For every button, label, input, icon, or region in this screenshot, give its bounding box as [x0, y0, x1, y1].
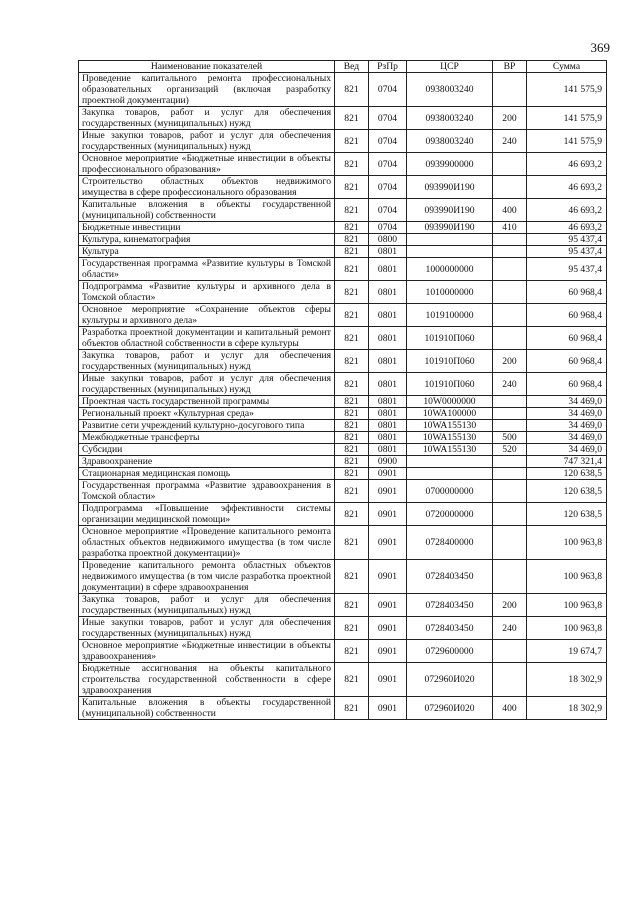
cell-name: Бюджетные ассигнования на объекты капитального строительства государственной собственности в сфере здравоохранения — [79, 663, 335, 697]
cell-sum: 95 437,4 — [527, 234, 607, 246]
cell-name: Основное мероприятие «Бюджетные инвестиции в объекты здравоохранения» — [79, 640, 335, 663]
cell-vr — [493, 503, 527, 526]
cell-csr: 1010000000 — [407, 281, 493, 304]
cell-ved: 821 — [335, 617, 369, 640]
cell-ved: 821 — [335, 503, 369, 526]
cell-rzpr: 0901 — [369, 526, 407, 560]
cell-sum: 120 638,5 — [527, 468, 607, 480]
cell-csr: 0728403450 — [407, 560, 493, 594]
table-row — [79, 640, 607, 663]
cell-vr — [493, 304, 527, 327]
cell-csr: 0728403450 — [407, 617, 493, 640]
cell-ved: 821 — [335, 130, 369, 153]
cell-ved: 821 — [335, 396, 369, 408]
cell-rzpr: 0704 — [369, 107, 407, 130]
cell-name: Проведение капитального ремонта профессиональных образовательных организаций (включая разработку проектной документации) — [79, 73, 335, 107]
header-csr: ЦСР — [407, 61, 493, 73]
table-row — [79, 456, 607, 468]
table-row — [79, 697, 607, 720]
cell-name: Подпрограмма «Развитие культуры и архивного дела в Томской области» — [79, 281, 335, 304]
cell-ved: 821 — [335, 350, 369, 373]
cell-vr — [493, 468, 527, 480]
cell-name: Государственная программа «Развитие здравоохранения в Томской области» — [79, 480, 335, 503]
cell-ved: 821 — [335, 107, 369, 130]
cell-name: Культура — [79, 246, 335, 258]
cell-vr: 240 — [493, 373, 527, 396]
cell-ved: 821 — [335, 444, 369, 456]
table-row — [79, 560, 607, 594]
cell-ved: 821 — [335, 222, 369, 234]
cell-ved: 821 — [335, 697, 369, 720]
cell-name: Стационарная медицинская помощь — [79, 468, 335, 480]
cell-vr: 400 — [493, 697, 527, 720]
cell-name: Субсидии — [79, 444, 335, 456]
cell-sum: 60 968,4 — [527, 327, 607, 350]
cell-rzpr: 0704 — [369, 199, 407, 222]
cell-rzpr: 0901 — [369, 503, 407, 526]
cell-sum: 141 575,9 — [527, 130, 607, 153]
cell-name: Основное мероприятие «Сохранение объектов сферы культуры и архивного дела» — [79, 304, 335, 327]
cell-csr — [407, 234, 493, 246]
table-row — [79, 526, 607, 560]
cell-ved: 821 — [335, 234, 369, 246]
cell-csr — [407, 468, 493, 480]
cell-ved: 821 — [335, 456, 369, 468]
cell-ved: 821 — [335, 199, 369, 222]
table-row — [79, 432, 607, 444]
cell-rzpr: 0801 — [369, 432, 407, 444]
cell-vr: 400 — [493, 199, 527, 222]
cell-sum: 747 321,4 — [527, 456, 607, 468]
cell-csr: 1000000000 — [407, 258, 493, 281]
cell-rzpr: 0901 — [369, 640, 407, 663]
cell-rzpr: 0901 — [369, 594, 407, 617]
cell-name: Культура, кинематография — [79, 234, 335, 246]
cell-sum: 120 638,5 — [527, 480, 607, 503]
table-row — [79, 73, 607, 107]
cell-csr: 072960И020 — [407, 697, 493, 720]
table-row — [79, 304, 607, 327]
cell-sum: 120 638,5 — [527, 503, 607, 526]
table-row — [79, 107, 607, 130]
table-header-row — [79, 61, 607, 73]
table-row — [79, 468, 607, 480]
cell-ved: 821 — [335, 258, 369, 281]
cell-name: Основное мероприятие «Проведение капитального ремонта областных объектов недвижимого имущества (в том числе разработка проектной документации)» — [79, 526, 335, 560]
cell-ved: 821 — [335, 432, 369, 444]
cell-name: Разработка проектной документации и капитальный ремонт объектов областной собственности в сфере культуры — [79, 327, 335, 350]
cell-sum: 100 963,8 — [527, 594, 607, 617]
cell-name: Региональный проект «Культурная среда» — [79, 408, 335, 420]
cell-rzpr: 0801 — [369, 350, 407, 373]
cell-csr: 10WA155130 — [407, 432, 493, 444]
cell-sum: 60 968,4 — [527, 373, 607, 396]
cell-sum: 34 469,0 — [527, 420, 607, 432]
cell-name: Иные закупки товаров, работ и услуг для обеспечения государственных (муниципальных) нужд — [79, 617, 335, 640]
cell-vr — [493, 480, 527, 503]
cell-vr: 500 — [493, 432, 527, 444]
cell-rzpr: 0801 — [369, 420, 407, 432]
cell-sum: 46 693,2 — [527, 176, 607, 199]
cell-rzpr: 0901 — [369, 560, 407, 594]
cell-csr: 0700000000 — [407, 480, 493, 503]
cell-name: Государственная программа «Развитие культуры в Томской области» — [79, 258, 335, 281]
cell-vr — [493, 153, 527, 176]
cell-rzpr: 0801 — [369, 327, 407, 350]
cell-name: Иные закупки товаров, работ и услуг для обеспечения государственных (муниципальных) нужд — [79, 373, 335, 396]
table-row — [79, 258, 607, 281]
cell-name: Закупка товаров, работ и услуг для обеспечения государственных (муниципальных) нужд — [79, 594, 335, 617]
table-row — [79, 246, 607, 258]
cell-sum: 60 968,4 — [527, 281, 607, 304]
cell-sum: 141 575,9 — [527, 73, 607, 107]
header-sum: Сумма — [527, 61, 607, 73]
table-row — [79, 350, 607, 373]
cell-vr: 520 — [493, 444, 527, 456]
cell-csr: 10WA155130 — [407, 420, 493, 432]
table-row — [79, 373, 607, 396]
table-row — [79, 234, 607, 246]
cell-vr — [493, 176, 527, 199]
cell-name: Закупка товаров, работ и услуг для обеспечения государственных (муниципальных) нужд — [79, 107, 335, 130]
cell-rzpr: 0801 — [369, 246, 407, 258]
cell-rzpr: 0901 — [369, 663, 407, 697]
cell-csr — [407, 246, 493, 258]
cell-sum: 100 963,8 — [527, 560, 607, 594]
table-row — [79, 594, 607, 617]
table-row — [79, 396, 607, 408]
table-row — [79, 281, 607, 304]
cell-sum: 19 674,7 — [527, 640, 607, 663]
cell-vr — [493, 258, 527, 281]
cell-csr: 101910П060 — [407, 327, 493, 350]
table-row — [79, 130, 607, 153]
cell-vr — [493, 396, 527, 408]
cell-rzpr: 0801 — [369, 304, 407, 327]
budget-table — [78, 60, 607, 720]
cell-rzpr: 0901 — [369, 468, 407, 480]
cell-rzpr: 0801 — [369, 258, 407, 281]
cell-vr — [493, 327, 527, 350]
header-vr: ВР — [493, 61, 527, 73]
cell-vr — [493, 640, 527, 663]
cell-ved: 821 — [335, 246, 369, 258]
cell-vr — [493, 456, 527, 468]
table-body — [79, 73, 607, 720]
cell-rzpr: 0800 — [369, 234, 407, 246]
cell-name: Подпрограмма «Повышение эффективности системы организации медицинской помощи» — [79, 503, 335, 526]
cell-csr: 0939900000 — [407, 153, 493, 176]
cell-name: Здравоохранение — [79, 456, 335, 468]
cell-ved: 821 — [335, 73, 369, 107]
cell-ved: 821 — [335, 373, 369, 396]
table-row — [79, 663, 607, 697]
cell-csr: 10W0000000 — [407, 396, 493, 408]
cell-csr: 093990И190 — [407, 222, 493, 234]
table-row — [79, 408, 607, 420]
cell-csr: 0938003240 — [407, 73, 493, 107]
cell-name: Строительство областных объектов недвижимого имущества в сфере профессионального образования — [79, 176, 335, 199]
cell-vr — [493, 560, 527, 594]
cell-rzpr: 0901 — [369, 617, 407, 640]
header-name: Наименование показателей — [79, 61, 335, 73]
cell-vr: 410 — [493, 222, 527, 234]
cell-csr: 0720000000 — [407, 503, 493, 526]
cell-rzpr: 0901 — [369, 480, 407, 503]
table-row — [79, 480, 607, 503]
cell-csr: 101910П060 — [407, 350, 493, 373]
cell-csr: 093990И190 — [407, 176, 493, 199]
cell-sum: 34 469,0 — [527, 396, 607, 408]
header-rzpr: РзПр — [369, 61, 407, 73]
table-row — [79, 153, 607, 176]
cell-ved: 821 — [335, 468, 369, 480]
table-row — [79, 420, 607, 432]
cell-vr: 200 — [493, 350, 527, 373]
cell-ved: 821 — [335, 526, 369, 560]
cell-name: Развитие сети учреждений культурно-досугового типа — [79, 420, 335, 432]
cell-rzpr: 0704 — [369, 176, 407, 199]
cell-vr — [493, 234, 527, 246]
cell-sum: 60 968,4 — [527, 350, 607, 373]
cell-rzpr: 0801 — [369, 281, 407, 304]
cell-vr — [493, 663, 527, 697]
cell-vr — [493, 408, 527, 420]
cell-csr — [407, 456, 493, 468]
cell-sum: 46 693,2 — [527, 153, 607, 176]
cell-name: Проектная часть государственной программы — [79, 396, 335, 408]
cell-name: Капитальные вложения в объекты государственной (муниципальной) собственности — [79, 697, 335, 720]
cell-vr — [493, 281, 527, 304]
cell-rzpr: 0704 — [369, 153, 407, 176]
cell-csr: 10WA155130 — [407, 444, 493, 456]
table-row — [79, 222, 607, 234]
cell-rzpr: 0801 — [369, 373, 407, 396]
page-number: 369 — [590, 40, 610, 55]
table-row — [79, 503, 607, 526]
cell-vr: 200 — [493, 594, 527, 617]
table-row — [79, 617, 607, 640]
cell-name: Закупка товаров, работ и услуг для обеспечения государственных (муниципальных) нужд — [79, 350, 335, 373]
cell-ved: 821 — [335, 594, 369, 617]
cell-rzpr: 0704 — [369, 130, 407, 153]
cell-sum: 18 302,9 — [527, 663, 607, 697]
cell-ved: 821 — [335, 176, 369, 199]
cell-name: Проведение капитального ремонта областных объектов недвижимого имущества (в том числе разработка проектной документации) в сфере здравоохранения — [79, 560, 335, 594]
cell-ved: 821 — [335, 304, 369, 327]
cell-name: Капитальные вложения в объекты государственной (муниципальной) собственности — [79, 199, 335, 222]
cell-ved: 821 — [335, 153, 369, 176]
cell-ved: 821 — [335, 327, 369, 350]
cell-csr: 093990И190 — [407, 199, 493, 222]
cell-rzpr: 0900 — [369, 456, 407, 468]
cell-csr: 0938003240 — [407, 107, 493, 130]
cell-ved: 821 — [335, 480, 369, 503]
cell-ved: 821 — [335, 281, 369, 304]
cell-rzpr: 0901 — [369, 697, 407, 720]
cell-ved: 821 — [335, 420, 369, 432]
cell-name: Межбюджетные трансферты — [79, 432, 335, 444]
cell-ved: 821 — [335, 408, 369, 420]
cell-sum: 100 963,8 — [527, 617, 607, 640]
cell-sum: 95 437,4 — [527, 246, 607, 258]
cell-vr — [493, 526, 527, 560]
cell-sum: 141 575,9 — [527, 107, 607, 130]
cell-name: Бюджетные инвестиции — [79, 222, 335, 234]
cell-name: Основное мероприятие «Бюджетные инвестиции в объекты профессионального образования» — [79, 153, 335, 176]
cell-sum: 95 437,4 — [527, 258, 607, 281]
cell-rzpr: 0704 — [369, 222, 407, 234]
cell-sum: 46 693,2 — [527, 222, 607, 234]
cell-sum: 34 469,0 — [527, 408, 607, 420]
cell-vr: 240 — [493, 617, 527, 640]
cell-vr — [493, 246, 527, 258]
cell-csr: 101910П060 — [407, 373, 493, 396]
cell-sum: 60 968,4 — [527, 304, 607, 327]
cell-csr: 10WA100000 — [407, 408, 493, 420]
table-row — [79, 444, 607, 456]
cell-vr: 240 — [493, 130, 527, 153]
header-ved: Вед — [335, 61, 369, 73]
cell-ved: 821 — [335, 640, 369, 663]
cell-csr: 0728403450 — [407, 594, 493, 617]
cell-vr — [493, 73, 527, 107]
cell-name: Иные закупки товаров, работ и услуг для обеспечения государственных (муниципальных) нужд — [79, 130, 335, 153]
cell-rzpr: 0801 — [369, 444, 407, 456]
cell-csr: 1019100000 — [407, 304, 493, 327]
table-row — [79, 199, 607, 222]
cell-rzpr: 0704 — [369, 73, 407, 107]
cell-sum: 34 469,0 — [527, 432, 607, 444]
cell-vr: 200 — [493, 107, 527, 130]
cell-csr: 0729600000 — [407, 640, 493, 663]
cell-ved: 821 — [335, 663, 369, 697]
table-row — [79, 327, 607, 350]
table-row — [79, 176, 607, 199]
cell-rzpr: 0801 — [369, 396, 407, 408]
cell-ved: 821 — [335, 560, 369, 594]
cell-csr: 072960И020 — [407, 663, 493, 697]
cell-sum: 34 469,0 — [527, 444, 607, 456]
cell-vr — [493, 420, 527, 432]
cell-rzpr: 0801 — [369, 408, 407, 420]
cell-sum: 18 302,9 — [527, 697, 607, 720]
cell-csr: 0728400000 — [407, 526, 493, 560]
cell-sum: 100 963,8 — [527, 526, 607, 560]
cell-sum: 46 693,2 — [527, 199, 607, 222]
cell-csr: 0938003240 — [407, 130, 493, 153]
